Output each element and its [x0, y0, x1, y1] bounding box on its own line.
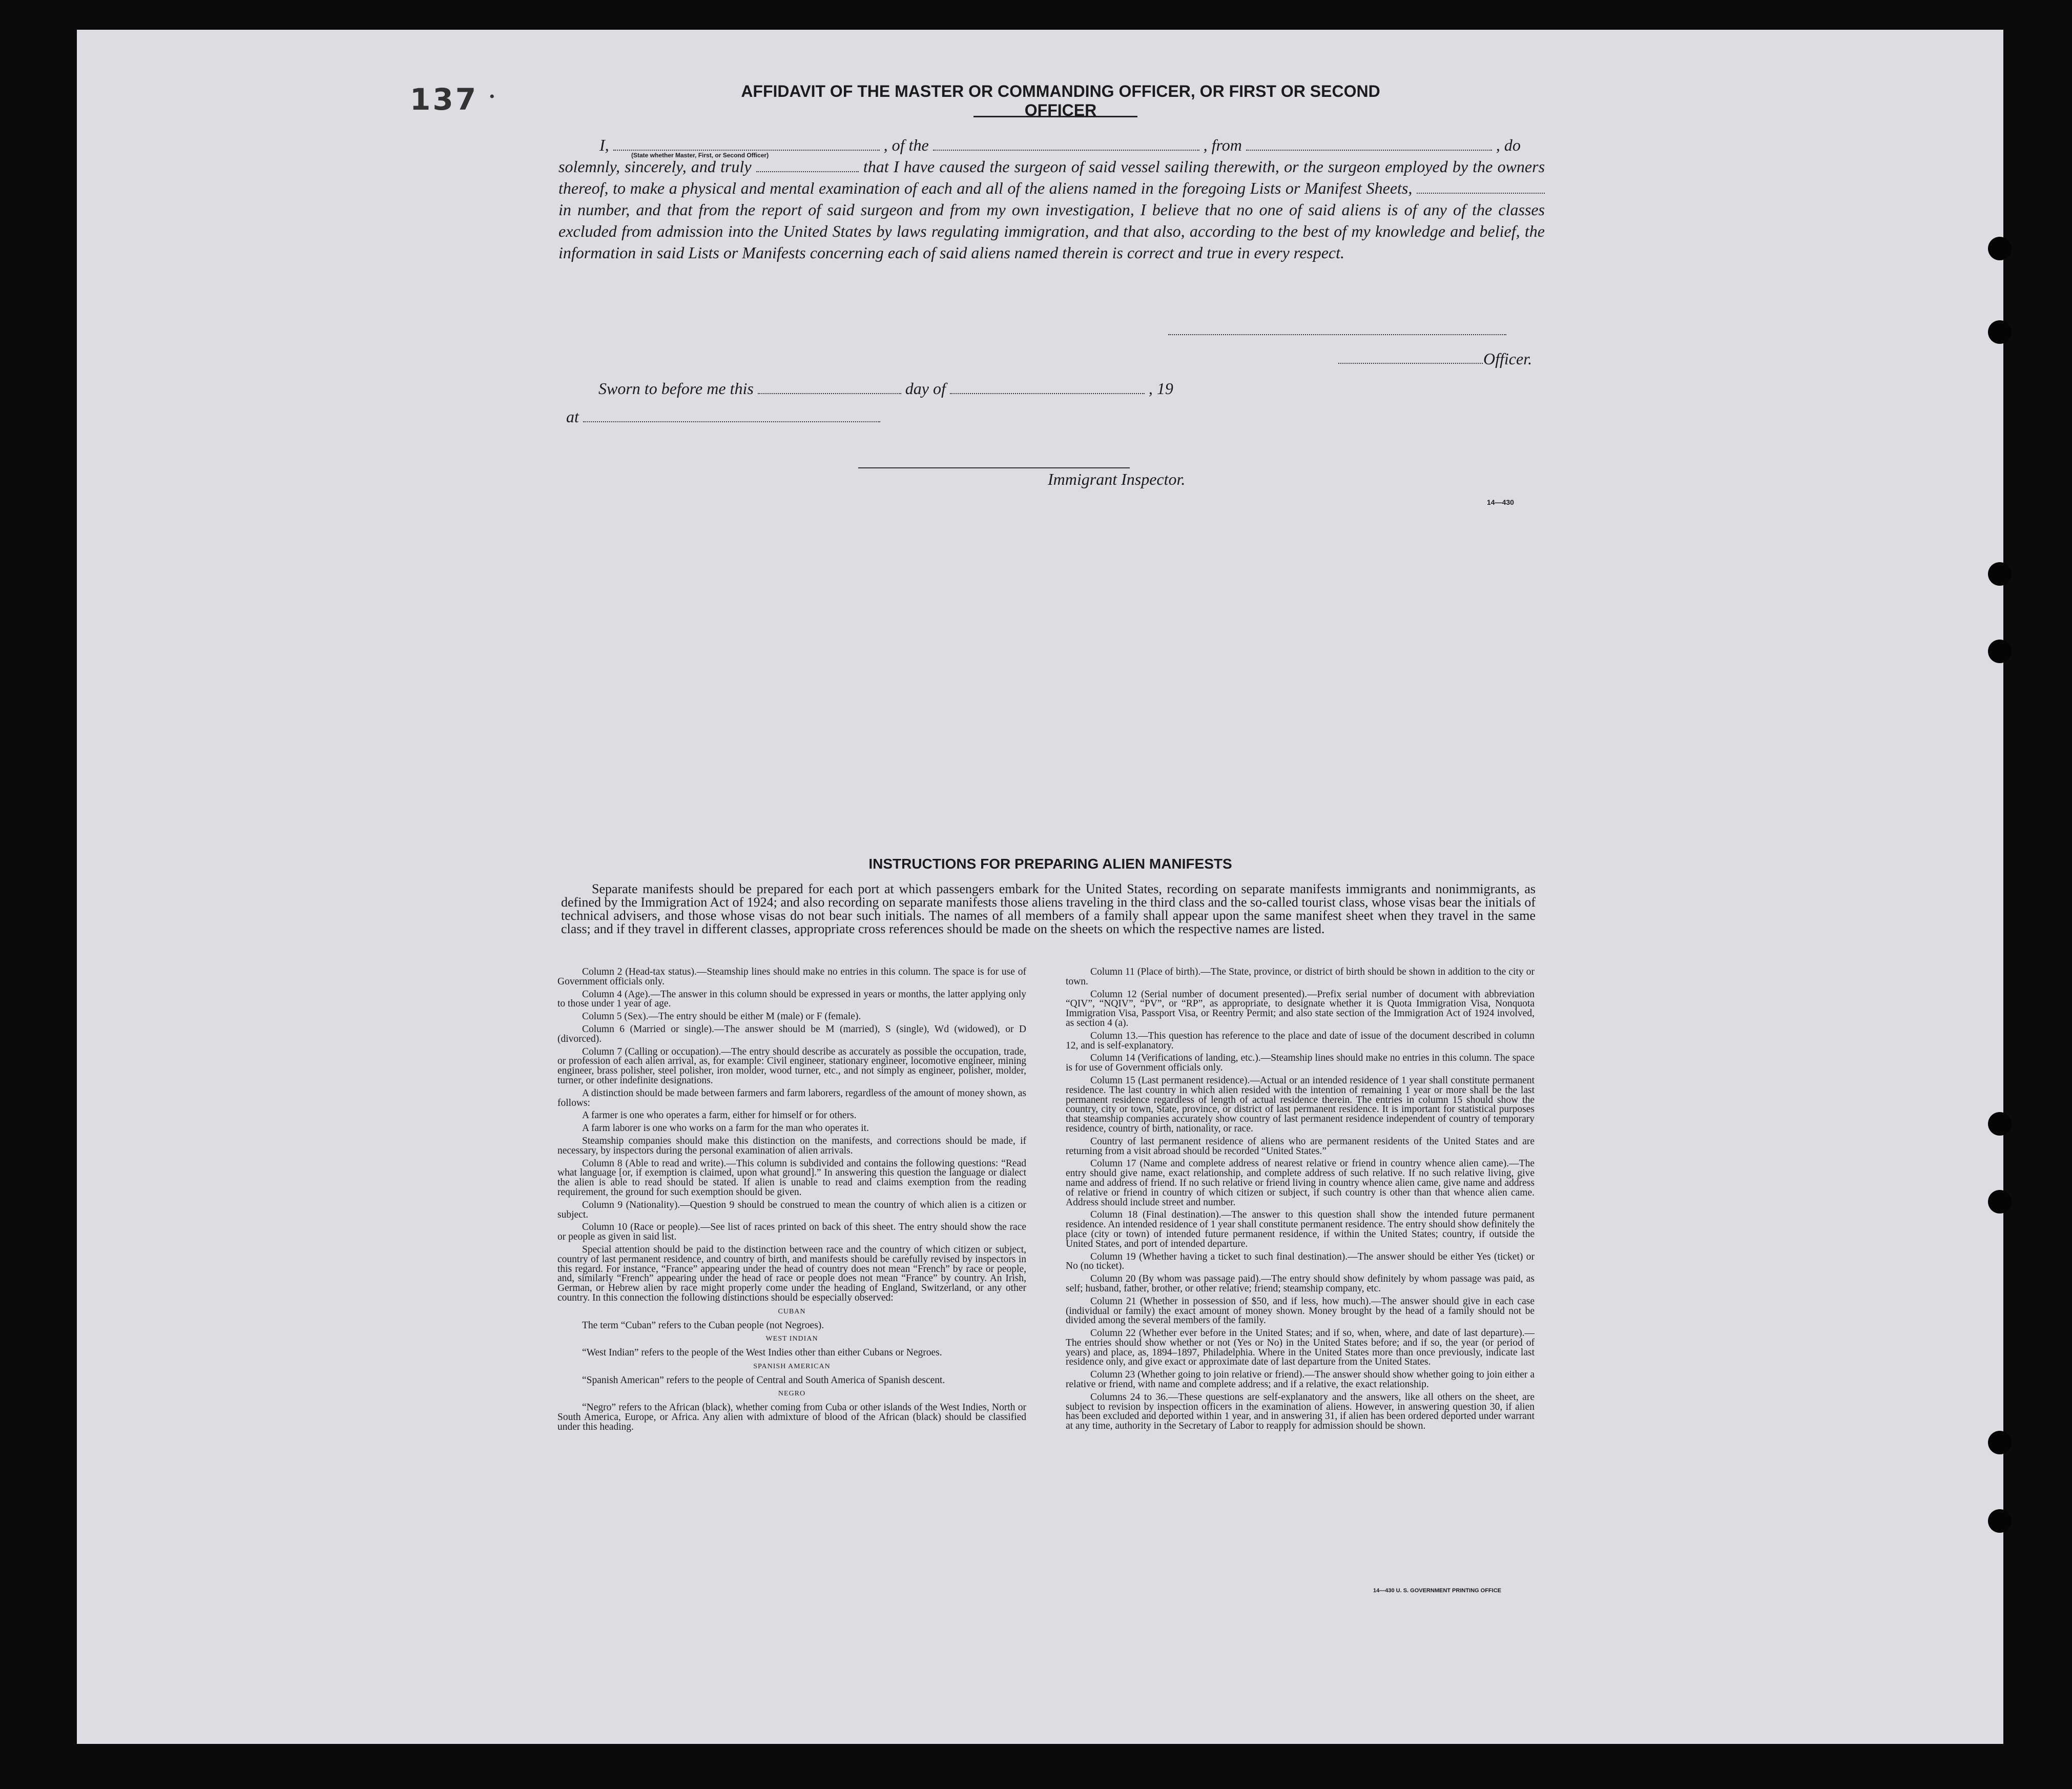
- inspector-label: Immigrant Inspector.: [1048, 470, 1186, 488]
- spanish-american-definition: “Spanish American” refers to the people of Central and South America of Spanish descent.: [582, 1374, 945, 1386]
- instruction-paragraph: Column 22 (Whether ever before in the United States; and if so, when, where, and date of last departure).—The entries should show whether or not (Yes or No) in the United States before; and if so, the year (or period of years) and place, as, 1894–1897, Philadelphia. Where in the United States more than once previously, indicate last residence only, and give exact or approximate date of last departure from the United States.: [1066, 1328, 1535, 1368]
- instructions-title: INSTRUCTIONS FOR PREPARING ALIEN MANIFESTS: [868, 856, 1232, 872]
- instruction-paragraph: Column 2 (Head-tax status).—Steamship lines should make no entries in this column. The space is for use of Government officials only.: [557, 967, 1026, 987]
- officer-name-field[interactable]: [613, 150, 880, 151]
- west-indian-heading: WEST INDIAN: [765, 1335, 818, 1343]
- instruction-paragraph: Column 21 (Whether in possession of $50, and if less, how much).—The answer should give in each case (individual or family) the exact amount of money shown. Money brought by the head of a family should not be divided among the several members of the family.: [1066, 1296, 1535, 1326]
- cuban-definition: The term “Cuban” refers to the Cuban people (not Negroes).: [582, 1320, 824, 1331]
- punch-hole: [1988, 320, 2012, 344]
- officer-label: Officer.: [1483, 349, 1532, 368]
- instruction-paragraph: Column 15 (Last permanent residence).—Actual or an intended residence of 1 year shall constitute permanent residence. The last country in which alien resided with the intention of remaining 1 year or more shall be the last permanent residence regardless of length of actual residence therein. The entries in column 15 should show the country, city or town, State, province, or district of last permanent residence. It is important for statistical purposes that steamship companies accurately show country of last permanent residence independent of country of temporary residence, country of birth, nationality, or race.: [1066, 1075, 1535, 1134]
- punch-hole: [1988, 1190, 2012, 1214]
- punch-hole: [1988, 562, 2012, 586]
- at-line: [566, 407, 880, 426]
- punch-hole: [1988, 237, 2012, 260]
- instruction-paragraph: A farmer is one who operates a farm, either for himself or for others.: [582, 1110, 857, 1121]
- inspector-signature-line: [858, 467, 1130, 468]
- text-do: , do: [1496, 136, 1521, 154]
- text-from: , from: [1203, 136, 1242, 154]
- instruction-paragraph: Column 13.—This question has reference to the place and date of issue of the document described in column 12, and is self-explanatory.: [1066, 1030, 1535, 1051]
- page-number: 137: [410, 82, 479, 117]
- punch-hole: [1988, 1112, 2012, 1136]
- instructions-left-column: [557, 968, 1026, 1435]
- instruction-paragraph: Columns 24 to 36.—These questions are self-explanatory and the answers, like all others on the sheet, are subject to revision by inspection officers in the examination of aliens. However, in answering question 30, if alien has been excluded and deported within 1 year, and in answering 31, if alien has been ordered deported under warrant at any time, authority in the Secretary of Labor to reapply for admission should be shown.: [1066, 1391, 1535, 1432]
- instruction-paragraph: Special attention should be paid to the distinction between race and the country of which citizen or subject, country of last permanent residence, and country of birth, and manifests should be carefully revised by inspectors in this regard. For instance, “France” appearing under the head of country does not mean “French” by race or people, and, similarly “French” appearing under the head of race or people does not mean “France” by country. An Irish, German, or Hebrew alien by race might properly come under the heading of England, Switzerland, or any other country. In this connection the following distinctions should be especially observed:: [557, 1244, 1026, 1303]
- instruction-paragraph: Column 6 (Married or single).—The answer should be M (married), S (single), Wd (widowed), or D (divorced).: [557, 1023, 1026, 1044]
- affidavit-body: [558, 134, 1545, 263]
- instruction-paragraph: A farm laborer is one who works on a farm for the man who operates it.: [582, 1123, 869, 1134]
- instruction-paragraph: Column 5 (Sex).—The entry should be either M (male) or F (female).: [582, 1011, 861, 1022]
- title-rule: [973, 116, 1137, 117]
- instruction-paragraph: Column 11 (Place of birth).—The State, province, or district of birth should be shown in addition to the city or town.: [1066, 967, 1535, 987]
- sworn-month-field[interactable]: [950, 393, 1145, 394]
- form-number: 14—430: [1487, 498, 1514, 506]
- instruction-paragraph: Column 7 (Calling or occupation).—The entry should describe as accurately as possible the occupation, trade, or profession of each alien arrival, as, for example: Civil engineer, stationary engineer, locomotive engineer, mining engineer, brass polisher, steel polisher, iron molder, wood turner, etc., and not simply as engineer, polisher, molder, turner, or other indefinite designations.: [557, 1046, 1026, 1086]
- affidavit-paragraph: [558, 156, 1545, 263]
- instruction-paragraph: Country of last permanent residence of aliens who are permanent residents of the United States and are returning from a visit abroad should be recorded “United States.”: [1066, 1136, 1535, 1157]
- instruction-paragraph: Column 12 (Serial number of document presented).—Prefix serial number of document with abbreviation “QIV”, “NQIV”, “PV”, or “RP”, as appropriate, to designate whether it is Quota Immigration Visa, Nonquota Immigration Visa, Passport Visa, or Reentry Permit; and also state section of the Immigration Act of 1924 involved, as section 4 (a).: [1066, 989, 1535, 1029]
- belief-clause: in number, and that from the report of said surgeon and from my own investigation, I believe that no one of said aliens is of any of the classes excluded from admission into the United States by laws regulating immigration, and that also, according to the best of my knowledge and belief, the information in said Lists or Manifests concerning each of said aliens named therein is correct and true in every respect.: [558, 200, 1545, 262]
- instructions-intro: Separate manifests should be prepared for each port at which passengers embark for the United States, recording on separate manifests immigrants and nonimmigrants, as defined by the Immigration Act of 1924; and also recording on separate manifests those aliens traveling in the third class and the so-called tourist class, whose visas bear the initials of technical advisers, and those whose visas do not bear such initials. The names of all members of a family shall appear upon the same manifest sheet when they travel in the same class; and if they travel in different classes, appropriate cross references should be made on the sheets on which the respective names are listed.: [561, 881, 1536, 936]
- instruction-paragraph: Column 10 (Race or people).—See list of races printed on back of this sheet. The entry should show the race or people as given in said list.: [557, 1222, 1026, 1243]
- printer-imprint: 14—430 U. S. GOVERNMENT PRINTING OFFICE: [1373, 1588, 1501, 1594]
- day-of-text: day of: [905, 379, 946, 398]
- sheet-count-field[interactable]: [1417, 193, 1545, 194]
- negro-definition: “Negro” refers to the African (black), whether coming from Cuba or other islands of the West Indies, North or South America, Europe, or Africa. Any alien with admixture of blood of the African (black) should be classified under this heading.: [557, 1402, 1026, 1432]
- instruction-paragraph: Column 18 (Final destination).—The answer to this question shall show the intended future permanent residence. An intended residence of 1 year shall constitute permanent residence. The entry should show definitely the place (city or town) of intended future permanent residence, if within the United States; country, if outside the United States, and port of intended departure.: [1066, 1209, 1535, 1249]
- instruction-paragraph: Column 20 (By whom was passage paid).—The entry should show definitely by whom passage was paid, as self; husband, father, brother, or other relative; friend; steamship company, etc.: [1066, 1273, 1535, 1294]
- sworn-clause: solemnly, sincerely, and truly: [558, 157, 752, 176]
- instruction-paragraph: Column 4 (Age).—The answer in this column should be expressed in years or months, the latter applying only to those under 1 year of age.: [557, 989, 1026, 1010]
- instruction-paragraph: Column 9 (Nationality).—Question 9 should be construed to mean the country of which alien is a citizen or subject.: [557, 1199, 1026, 1220]
- swear-field[interactable]: [756, 171, 859, 172]
- exam-clause: that I have caused the surgeon of said vessel sailing therewith, or the surgeon employed by the owners thereof, to make a physical and mental examination of each and all of the aliens named in the foregoing Lists or Manifest Sheets,: [558, 157, 1545, 197]
- instruction-paragraph: Column 14 (Verifications of landing, etc.).—Steamship lines should make no entries in this column. The space is for use of Government officials only.: [1066, 1053, 1535, 1074]
- punch-hole: [1988, 1509, 2012, 1533]
- year-text: , 19: [1148, 379, 1173, 398]
- text-i: I,: [599, 136, 609, 154]
- text-of-the: , of the: [883, 136, 929, 154]
- spanish-american-heading: SPANISH AMERICAN: [753, 1362, 831, 1370]
- officer-signature-line: [1338, 363, 1483, 364]
- negro-heading: NEGRO: [778, 1390, 806, 1398]
- sworn-line: [598, 379, 1173, 398]
- affidavit-title: AFFIDAVIT OF THE MASTER OR COMMANDING OFFICER, OR FIRST OR SECOND OFFICER: [741, 82, 1380, 119]
- instruction-paragraph: Column 23 (Whether going to join relative or friend).—The answer should show whether going to join either a relative or friend, with name and complete address; and if a relative, the exact relationship.: [1066, 1369, 1535, 1390]
- instruction-paragraph: Column 19 (Whether having a ticket to such final destination).—The answer should be either Yes (ticket) or No (no ticket).: [1066, 1251, 1535, 1272]
- instructions-right-column: [1066, 968, 1535, 1434]
- sworn-place-field[interactable]: [583, 421, 880, 422]
- punch-hole: [1988, 640, 2012, 663]
- punch-hole: [1988, 1431, 2012, 1454]
- west-indian-definition: “West Indian” refers to the people of the West Indies other than either Cubans or Negroes.: [582, 1347, 942, 1359]
- signature-line: [1168, 334, 1506, 335]
- page-mark: •: [489, 88, 495, 105]
- affidavit-line-1: [558, 134, 1545, 156]
- cuban-heading: CUBAN: [778, 1307, 806, 1315]
- vessel-name-field[interactable]: [933, 150, 1199, 151]
- instruction-paragraph: A distinction should be made between farmers and farm laborers, regardless of the amount of money shown, as follows:: [557, 1087, 1026, 1108]
- instruction-paragraph: Steamship companies should make this distinction on the manifests, and corrections should be made, if necessary, by inspectors during the personal examination of alien arrivals.: [557, 1135, 1026, 1156]
- instruction-paragraph: Column 17 (Name and complete address of nearest relative or friend in country whence alien came).—The entry should give name, exact relationship, and complete address of such relative. If no such relative living, give name and address of friend. If no such relative or friend living in country whence alien came, give name and address of relative or friend in country of which citizen or subject, if such country is other than that whence alien came. Address should include street and number.: [1066, 1158, 1535, 1208]
- instruction-paragraph: Column 8 (Able to read and write).—This column is subdivided and contains the following questions: “Read what language [or, if exemption is claimed, upon what ground].” In answering this question the language or dialect the alien is able to read should be stated. If alien is unable to read and claims exemption from the reading requirement, the ground for such exemption should be given.: [557, 1158, 1026, 1198]
- port-from-field[interactable]: [1246, 150, 1492, 151]
- sworn-day-field[interactable]: [758, 393, 901, 394]
- officer-rank-note: (State whether Master, First, or Second Officer): [631, 152, 769, 159]
- sworn-text: Sworn to before me this: [598, 379, 754, 398]
- at-label: at: [566, 407, 579, 426]
